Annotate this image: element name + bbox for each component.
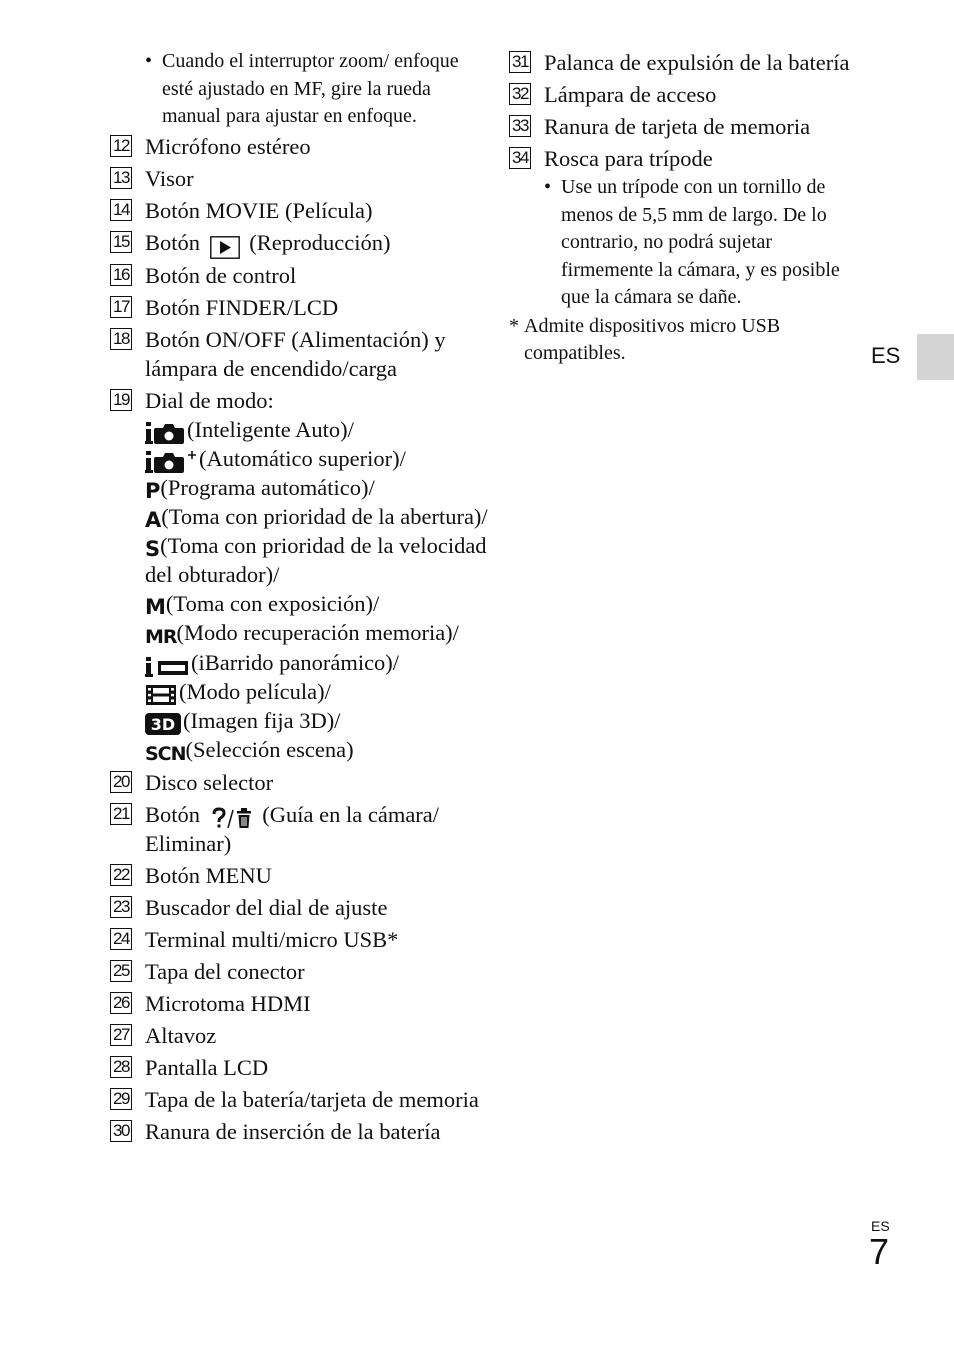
item-16: 16 Botón de control: [110, 261, 490, 290]
item-17: 17 Botón FINDER/LCD: [110, 293, 490, 322]
item-20: 20 Disco selector: [110, 768, 490, 797]
item-30: 30 Ranura de inserción de la batería: [110, 1117, 490, 1146]
movie-mode-icon: [145, 684, 179, 706]
mode-manual-exposure: M(Toma con exposición)/: [145, 590, 380, 619]
scene-selection-icon: SCN: [145, 742, 186, 765]
intelligent-auto-icon: [145, 422, 187, 444]
superior-auto-icon: [145, 451, 199, 473]
item-25: 25 Tapa del conector: [110, 957, 490, 986]
in-camera-guide-delete-icon: [212, 807, 254, 829]
usb-footnote: * Admite dispositivos micro USB compatibles.: [509, 314, 781, 364]
mode-intelligent-auto: (Inteligente Auto)/: [145, 415, 490, 444]
item-33: 33 Ranura de tarjeta de memoria: [509, 112, 869, 141]
page-language: ES: [871, 1218, 890, 1234]
item-15: 15 Botón (Reproducción): [110, 228, 490, 258]
left-column: [110, 48, 490, 1146]
item-29: 29 Tapa de la batería/tarjeta de memoria: [110, 1085, 490, 1114]
item-31: 31 Palanca de expulsión de la batería: [509, 48, 869, 77]
memory-recall-icon: MR: [145, 625, 177, 648]
item-19: 19 Dial de modo: (Inteligente Auto)/ (Automático superior)/ P(Programa automático)/ A(Toma con prioridad de la abertura)/ S(Toma con prioridad de la velocidad del obturador)/ M(Toma con exposición)/ MR(Modo recuperación memoria)/ (iBarrido panorámico)/ (Modo película)/ 3D (Imagen fija 3D)/ SCN(Selección escena): [110, 386, 490, 765]
mode-sweep-panorama: (iBarrido panorámico)/: [145, 648, 490, 677]
side-tab: [917, 334, 954, 380]
mode-memory-recall: MR(Modo recuperación memoria)/: [145, 619, 459, 648]
mode-3d-still: 3D (Imagen fija 3D)/: [145, 706, 490, 735]
manual-exposure-icon: M: [145, 594, 166, 619]
program-auto-icon: P: [145, 478, 161, 503]
item-26: 26 Microtoma HDMI: [110, 989, 490, 1018]
item-32: 32 Lámpara de acceso: [509, 80, 869, 109]
right-column: [509, 48, 869, 367]
mode-superior-auto: (Automático superior)/: [145, 444, 490, 473]
aperture-priority-icon: A: [145, 507, 162, 532]
item-34: 34 Rosca para trípode • Use un trípode con un tornillo de menos de 5,5 mm de largo. De lo contrario, no podrá sujetar firmemente la cámara, y es posible que la cámara se dañe.: [509, 144, 869, 312]
mode-aperture-priority: A(Toma con prioridad de la abertura)/: [145, 503, 488, 532]
item-27: 27 Altavoz: [110, 1021, 490, 1050]
item-24: 24 Terminal multi/micro USB*: [110, 925, 490, 954]
mode-scene-selection: SCN(Selección escena): [145, 736, 354, 765]
item-28: 28 Pantalla LCD: [110, 1053, 490, 1082]
mode-program-auto: P(Programa automático)/: [145, 474, 375, 503]
item-18: 18 Botón ON/OFF (Alimentación) y lámpara de encendido/carga: [110, 325, 490, 383]
mode-shutter-priority: S(Toma con prioridad de la velocidad del obturador)/: [145, 532, 487, 587]
tripod-note: • Use un trípode con un tornillo de menos de 5,5 mm de largo. De lo contrario, no podrá sujetar firmemente la cámara, y es posible que la cámara se dañe.: [544, 176, 840, 308]
3d-still-image-icon: [145, 713, 183, 735]
item-14: 14 Botón MOVIE (Película): [110, 196, 490, 225]
page-number: 7: [869, 1231, 890, 1272]
mode-list: [145, 415, 490, 765]
sweep-panorama-icon: [145, 655, 191, 677]
playback-icon: [210, 236, 240, 258]
zoom-focus-note: • Cuando el interruptor zoom/ enfoque esté ajustado en MF, gire la rueda manual para ajustar en enfoque.: [145, 50, 459, 127]
item-12: 12 Micrófono estéreo: [110, 132, 490, 161]
item-22: 22 Botón MENU: [110, 861, 490, 890]
item-21: 21 Botón (Guía en la cámara/ Eliminar): [110, 800, 490, 858]
side-language-label: ES: [871, 343, 901, 368]
svg-text:3D: 3D: [150, 714, 176, 734]
mode-movie: (Modo película)/: [145, 677, 490, 706]
item-23: 23 Buscador del dial de ajuste: [110, 893, 490, 922]
item-13: 13 Visor: [110, 164, 490, 193]
shutter-priority-icon: S: [145, 536, 161, 561]
